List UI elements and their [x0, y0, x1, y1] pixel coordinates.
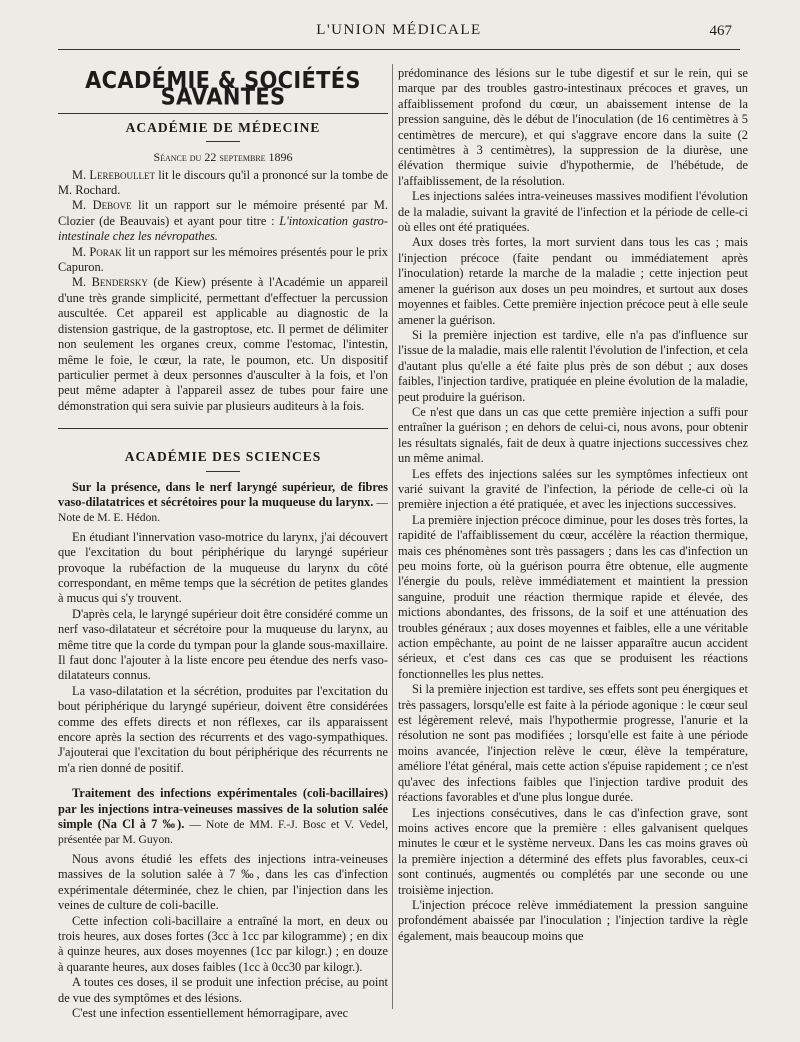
right-column	[398, 66, 748, 944]
paragraph-text: lit un rapport sur les mémoires présentés pour le prix Capuron.	[58, 244, 388, 275]
article-title: Sur la présence, dans le nerf laryngé supérieur, de fibres vaso-dilatatrices et sécrétoires pour la muqueuse du larynx.	[58, 479, 388, 509]
paragraph: Les injections consécutives, dans le cas d'infection grave, sont moins actives encore que la première : elles galvanisent quelques minutes le cœur et le système nerveux. Dans les cas moins graves où la première injection a déterminé des effets plus favorables, ceux-ci sont continués, augmentés ou complétés par une seconde ou une troisième injection.	[398, 805, 748, 897]
paragraph	[58, 168, 388, 199]
journal-title: L'UNION MÉDICALE	[316, 22, 482, 38]
section-title-medecine: ACADÉMIE DE MÉDECINE	[125, 119, 321, 135]
speaker-name: M. Porak	[72, 244, 122, 259]
paragraph: La première injection précoce diminue, pour les doses très fortes, la rapidité de l'affaiblissement du cœur, accélère la réaction thermique, mais ces phénomènes sont très passagers ; dans les cas d'infection un peu moins forte, où la guérison pourra être obtenue, elle augmente l'énergie du pouls, relève immédiatement et maintient la pression sanguine, produit une réaction thermique rapide et élevée, des mictions abondantes, des frissons, de la soif et une atténuation des troubles généraux ; aux doses moyennes et faibles, elle a une véritable action empêchante, au point de ne laisser apparaître aucun accident sérieux, et c'est dans ces cas que se produisent les réactions fonctionnelles les plus nettes.	[398, 512, 748, 681]
speaker-name: M. Lereboullet	[72, 167, 155, 182]
section-rule	[206, 471, 240, 472]
memoir-title: L'intoxication gastro-intestinale chez les névropathes.	[58, 213, 389, 244]
paragraph: Cette infection coli-bacillaire a entraîné la mort, en deux ou trois heures, aux doses fortes (3cc à 1cc par kilogramme) ; en dix à quinze heures, aux doses moyennes (1cc par kilogr.) ; en douze à quarante heures, aux doses faibles (1cc à 0cc30 par kilogr.).	[58, 913, 388, 974]
paragraph: Les effets des injections salées sur les symptômes infectieux ont varié suivant la gravité de l'infection, la période de celle-ci où la première injection a été pratiquée, et avec les injections successives.	[398, 466, 748, 512]
section-banner: ACADÉMIE & SOCIÉTÉS SAVANTES	[85, 66, 361, 111]
paragraph	[58, 198, 388, 244]
article-title: Traitement des infections expérimentales (coli-bacillaires) par les injections intra-veineuses massives de la solution salée simple (Na Cl à 7 ‰).	[58, 786, 388, 832]
separator-rule	[58, 428, 388, 429]
paragraph-text: lit le discours qu'il a prononcé sur la tombe de M. Rochard.	[58, 167, 388, 198]
column-divider	[392, 64, 393, 1009]
article-heading	[58, 480, 388, 526]
paragraph: A toutes ces doses, il se produit une infection précise, au point de vue des symptômes et des lésions.	[58, 975, 388, 1005]
page-number: 467	[709, 23, 732, 39]
paragraph: Nous avons étudié les effets des injections intra-veineuses massives de la solution salée à 7 ‰, dans les cas d'infection expérimentale déterminée, chez le chien, par l'injection dans les veines de culture de coli-bacille.	[58, 851, 388, 913]
paragraph: Aux doses très fortes, la mort survient dans tous les cas ; mais l'injection précoce (faite pendant ou immédiatement après l'inoculation) retarde la marche de la maladie ; cette injection peut amener la guérison aux doses un peu moindres, et surtout aux doses moyennes et faibles. Cette première injection précoce peut à elle seule amener la guérison.	[398, 235, 748, 327]
paragraph: L'injection précoce relève immédiatement la pression sanguine profondément abaissée par l'inoculation ; l'injection tardive la règle également, mais beaucoup moins que	[398, 897, 748, 943]
paragraph: D'après cela, le laryngé supérieur doit être considéré comme un nerf vaso-dilatateur et sécrétoire pour la muqueuse du larynx, au même titre que la corde du tympan pour la glande sous-maxillaire. Il faut donc l'ajouter à la liste encore peu étendue des nerfs vaso-dilatateurs connus.	[58, 606, 388, 683]
banner-rule	[58, 113, 388, 114]
paragraph	[58, 245, 388, 276]
left-column	[58, 64, 388, 1021]
article-heading	[58, 786, 388, 848]
paragraph-text: (de Kiew) présente à l'Académie un appareil d'une très grande simplicité, permettant d'effectuer la percussion auscultée. Cet appareil est applicable au diagnostic de la distension gastrique, de la gastroptose, etc. Il permet de délimiter non seulement les organes creux, comme l'estomac, l'intestin, même le foie, le cœur, la rate, le poumon, etc. Un dispositif particulier permet à deux personnes d'ausculter à la fois, et l'on peut même adapter à l'appareil assez de tubes pour faire une démonstration qui sera suivie par plusieurs auditeurs à la fois.	[58, 275, 389, 413]
header-rule	[58, 49, 740, 50]
running-header	[58, 20, 740, 44]
paragraph-text: lit un rapport sur le mémoire présenté par M. Clozier (de Beauvais) et ayant pour titre :	[58, 198, 388, 228]
paragraph: La vaso-dilatation et la sécrétion, produites par l'excitation du bout périphérique du laryngé supérieur, doivent être considérées comme des effets directs et non réflexes, car ils apparaissent encore après la section des récurrents et des vago-sympathiques. J'ajouterai que l'excitation du bout périphérique des récurrents ne m'a rien donné de positif.	[58, 683, 388, 775]
article-byline: — Note de M. E. Hédon.	[58, 495, 388, 525]
paragraph: En étudiant l'innervation vaso-motrice du larynx, j'ai découvert que l'excitation du bout périphérique du laryngé supérieur provoque la rubéfaction de la muqueuse du larynx du côté correspondant, en même temps que la sécrétion de petites glandes à mucus qui s'y trouvent.	[58, 529, 388, 606]
paragraph: C'est une infection essentiellement hémorragipare, avec	[72, 1005, 349, 1020]
speaker-name: M. Bendersky	[72, 275, 148, 290]
paragraph: Les injections salées intra-veineuses massives modifient l'évolution de la maladie, suivant la gravité de l'infection et la période de celle-ci où elles ont été pratiquées.	[398, 189, 748, 235]
section-title-sciences: ACADÉMIE DES SCIENCES	[124, 449, 322, 465]
paragraph: Si la première injection est tardive, elle n'a pas d'influence sur l'issue de la maladie, mais elle ralentit l'évolution de l'infection, et cela d'autant plus qu'elle a été faite plus près de son début ; aux doses faibles, l'injection tardive, pratiquée en pleine évolution de la maladie, peut produire la guérison.	[398, 327, 748, 404]
paragraph: Ce n'est que dans un cas que cette première injection a suffi pour entraîner la guérison ; en dehors de celui-ci, nous avons, pour obtenir les résultats signalés, fait de deux à quatre injections successives chez un même animal.	[398, 404, 748, 466]
section-rule	[206, 141, 240, 142]
seance-date: Séance du 22 septembre 1896	[153, 150, 293, 165]
paragraph: Si la première injection est tardive, ses effets sont peu énergiques et très passagers, lorsqu'elle est faite à la période agonique : le cœur seul est légèrement relevé, mais l'hypothermie progresse, l'anurie et la résolution ne sont pas modifiées ; lorsqu'elle est faite à une période moins avancée, l'injection relève le cœur, élève la température, améliore l'état général, mais cette action s'épuise rapidement ; ce n'est qu'avec des infections faibles que l'injection tardive produit des réactions favorables et d'une plus longue durée.	[398, 682, 748, 805]
speaker-name: M. Debove	[72, 198, 132, 213]
paragraph	[58, 275, 388, 414]
paragraph: prédominance des lésions sur le tube digestif et sur le rein, qui se marque par des troubles gastro-intestinaux précoces et graves, un affaiblissement profond du cœur, un abaissement intense de la pression sanguine, dès le début de l'inoculation (de 16 centimètres à 5 centimètres de mercure), et qui s'aggrave encore dans la suite (2 centimètres à 3 centimètres), la suppression de la diurèse, une élévation thermique suivie d'hypothermie, de l'hébétude, de l'affaiblissement, de la résolution.	[398, 66, 748, 188]
article-byline: — Note de MM. F.-J. Bosc et V. Vedel, présentée par M. Guyon.	[58, 818, 388, 847]
